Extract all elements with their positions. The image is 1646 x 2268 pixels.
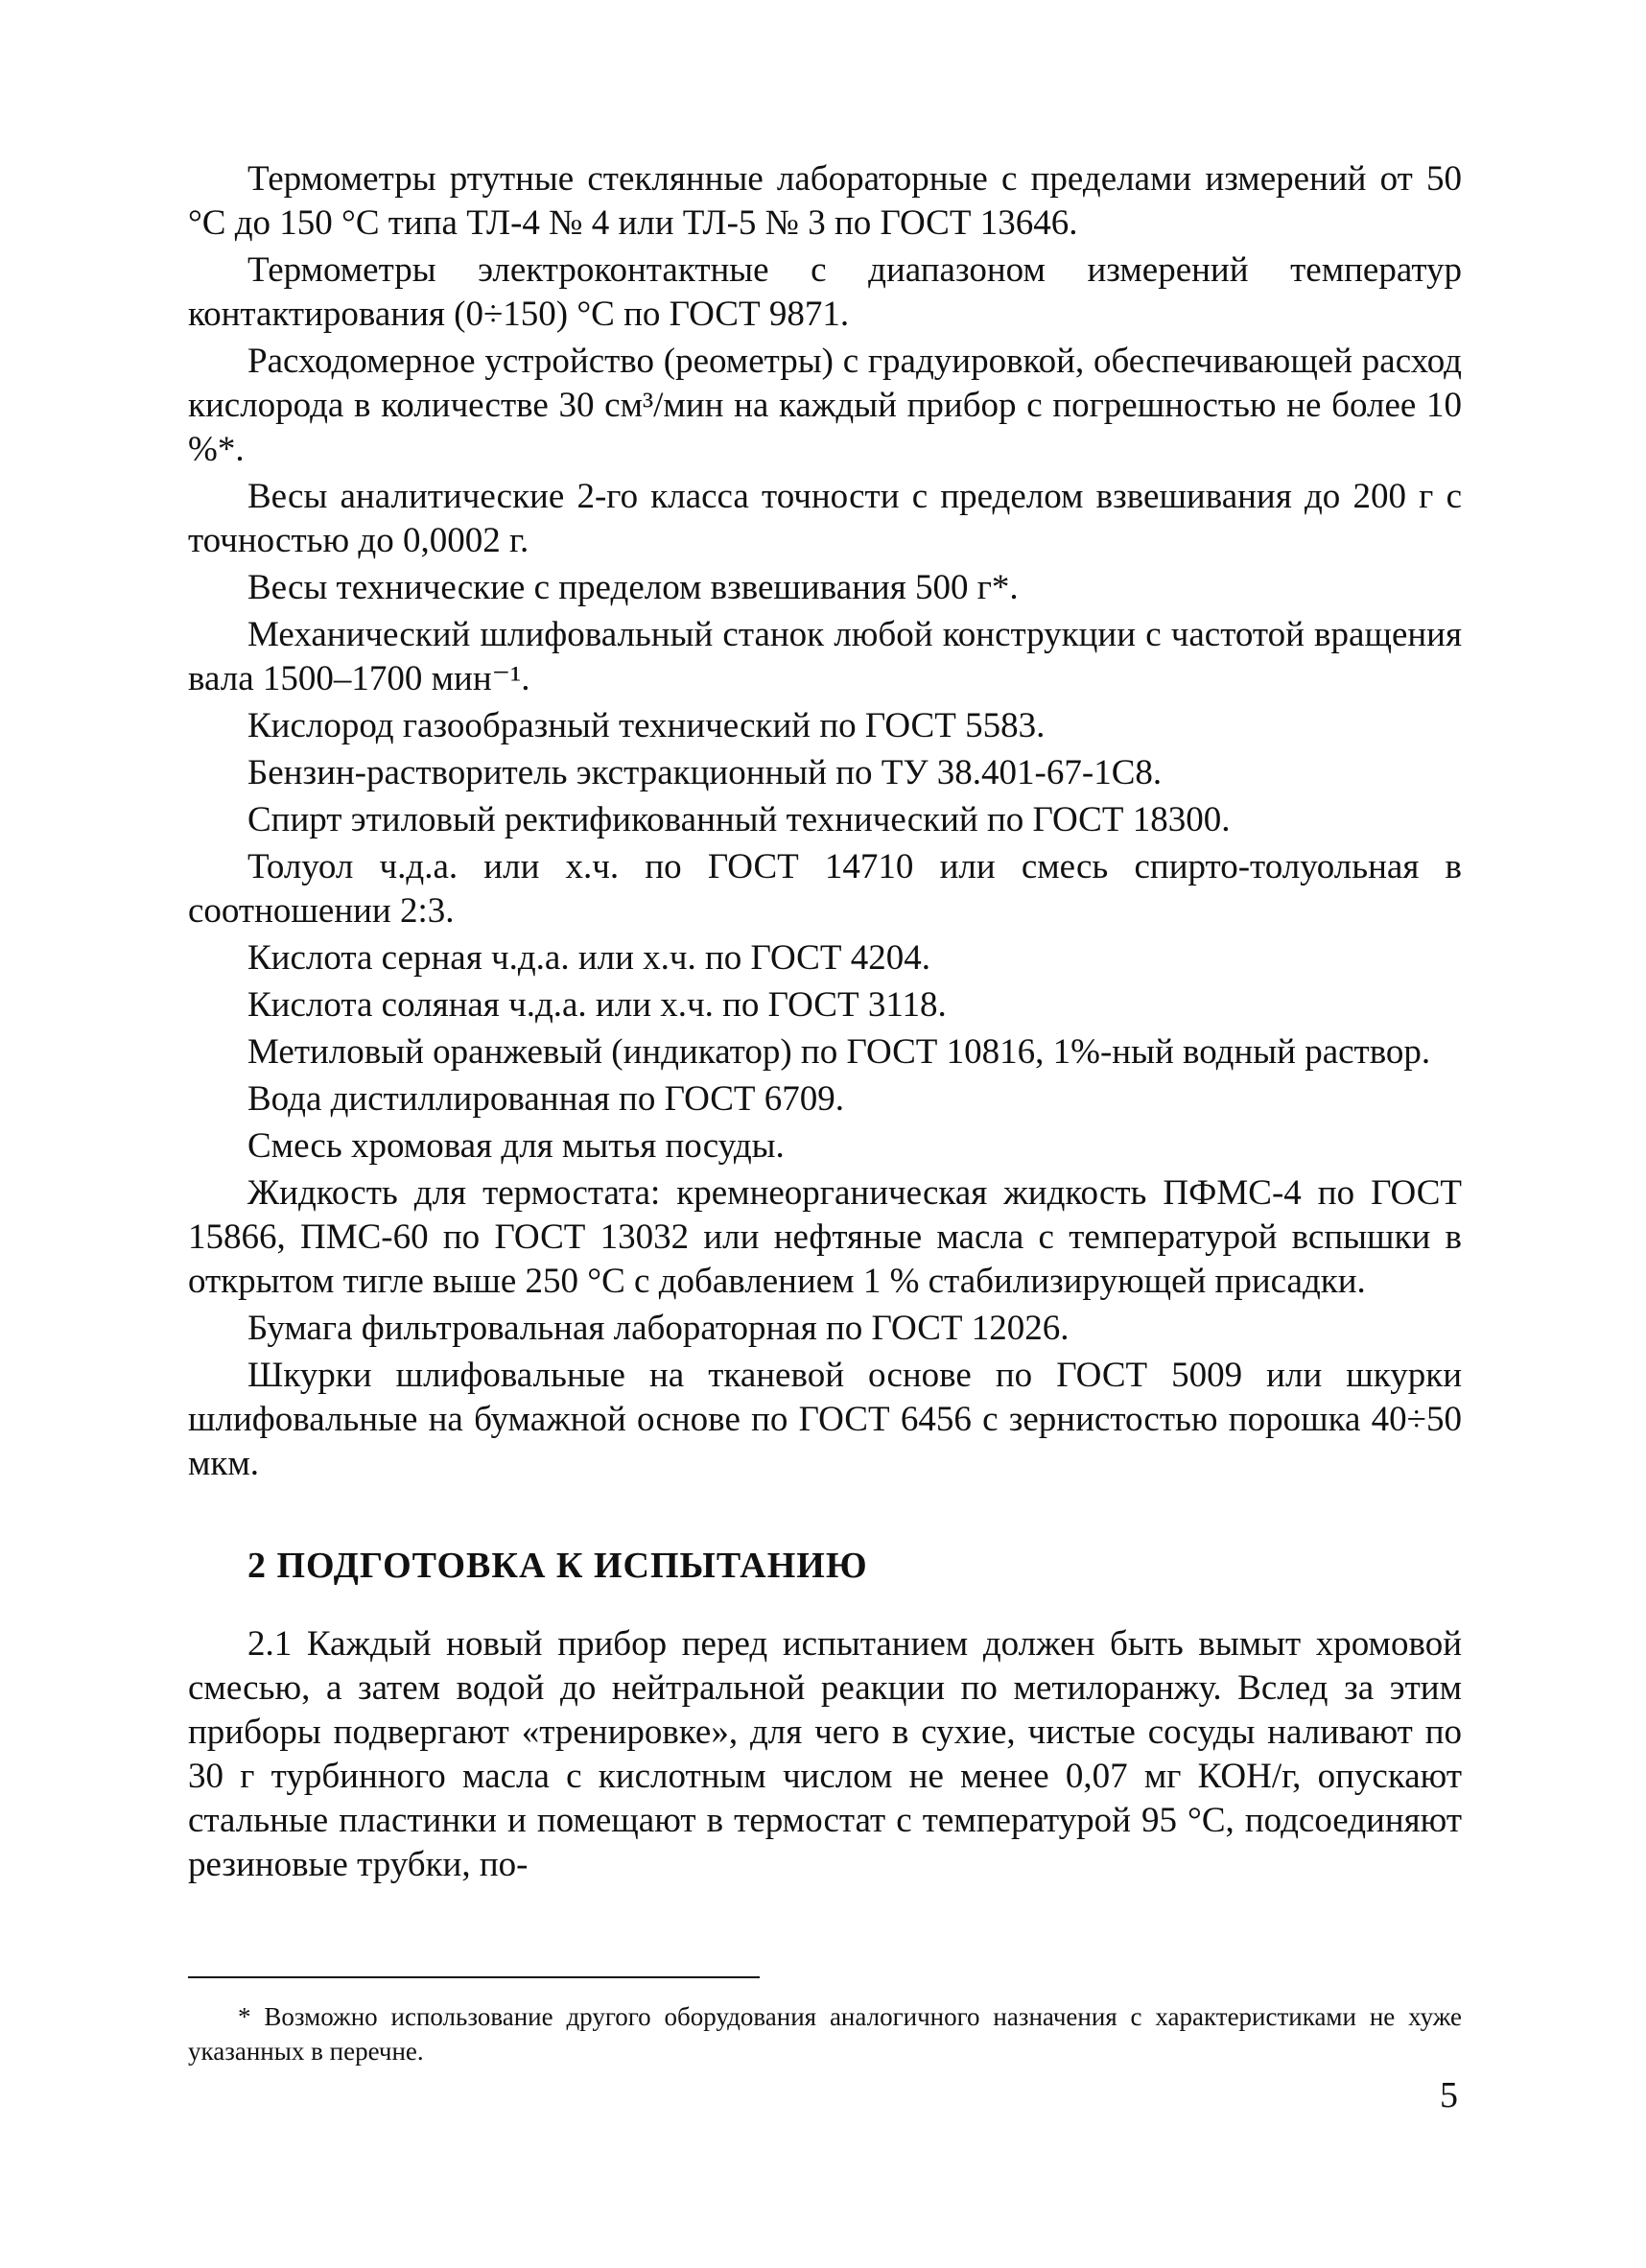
paragraph-2-1: 2.1 Каждый новый прибор перед испытанием должен быть вымыт хромовой смесью, а затем водой до нейтральной реакции по метилоранжу. Вслед за этим приборы подвергают «тренировке», для чего в сухие, чистые сосуды наливают по 30 г турбинного масла с кислотным числом не менее 0,07 мг КОН/г, опускают стальные пластинки и помещают в термостат с температурой 95 °С, подсоединяют резиновые трубки, по- bbox=[188, 1624, 1462, 1884]
paragraph-flowmeter: Расходомерное устройство (реометры) с градуировкой, обеспечивающей расход кислорода в количестве 30 см³/мин на каждый прибор с погрешностью не более 10 %*. bbox=[188, 342, 1462, 469]
footnote: * Возможно использование другого оборудования аналогичного назначения с характеристиками не хуже указанных в перечне. bbox=[188, 2002, 1462, 2066]
paragraph-thermometers-mercury: Термометры ртутные стеклянные лабораторные с пределами измерений от 50 °С до 150 °С типа ТЛ-4 № 4 или ТЛ-5 № 3 по ГОСТ 13646. bbox=[188, 159, 1462, 243]
paragraph-ethanol: Спирт этиловый ректификованный технический по ГОСТ 18300. bbox=[247, 800, 1231, 839]
paragraph-technical-scales: Весы технические с пределом взвешивания 500 г*. bbox=[247, 568, 1019, 607]
paragraph-chromic-mixture: Смесь хромовая для мытья посуды. bbox=[247, 1126, 785, 1166]
document-page bbox=[188, 157, 1462, 1890]
footnote-divider bbox=[188, 1976, 760, 1978]
paragraph-toluene: Толуол ч.д.а. или х.ч. по ГОСТ 14710 или смесь спирто-толуольная в соотношении 2:3. bbox=[188, 847, 1462, 931]
paragraph-grinding-machine: Механический шлифовальный станок любой конструкции с частотой вращения вала 1500–1700 мин⁻¹. bbox=[188, 615, 1462, 698]
paragraph-gasoline: Бензин-растворитель экстракционный по ТУ 38.401-67-1С8. bbox=[247, 753, 1163, 792]
paragraph-thermometers-contact: Термометры электроконтактные с диапазоном измерений температур контактирования (0÷150) °С по ГОСТ 9871. bbox=[188, 250, 1462, 334]
paragraph-oxygen: Кислород газообразный технический по ГОСТ 5583. bbox=[247, 706, 1046, 745]
paragraph-hydrochloric-acid: Кислота соляная ч.д.а. или х.ч. по ГОСТ 3118. bbox=[247, 985, 947, 1025]
paragraph-methyl-orange: Метиловый оранжевый (индикатор) по ГОСТ 10816, 1%-ный водный раствор. bbox=[247, 1032, 1431, 1072]
paragraph-filter-paper: Бумага фильтровальная лабораторная по ГОСТ 12026. bbox=[247, 1309, 1070, 1348]
section-heading: 2 ПОДГОТОВКА К ИСПЫТАНИЮ bbox=[247, 1546, 868, 1586]
paragraph-sulfuric-acid: Кислота серная ч.д.а. или х.ч. по ГОСТ 4204. bbox=[247, 938, 930, 978]
paragraph-distilled-water: Вода дистиллированная по ГОСТ 6709. bbox=[247, 1079, 845, 1119]
page-number: 5 bbox=[1440, 2075, 1458, 2115]
paragraph-sandpaper: Шкурки шлифовальные на тканевой основе по ГОСТ 5009 или шкурки шлифовальные на бумажной основе по ГОСТ 6456 с зернистостью порошка 40÷50 мкм. bbox=[188, 1356, 1462, 1483]
equipment-list bbox=[188, 157, 1462, 1486]
paragraph-analytical-scales: Весы аналитические 2-го класса точности с пределом взвешивания до 200 г с точностью до 0,0002 г. bbox=[188, 477, 1462, 560]
paragraph-thermostat-liquid: Жидкость для термостата: кремнеорганическая жидкость ПФМС-4 по ГОСТ 15866, ПМС-60 по ГОСТ 13032 или нефтяные масла с температурой вспышки в открытом тигле выше 250 °С с добавлением 1 % стабилизирующей присадки. bbox=[188, 1173, 1462, 1301]
